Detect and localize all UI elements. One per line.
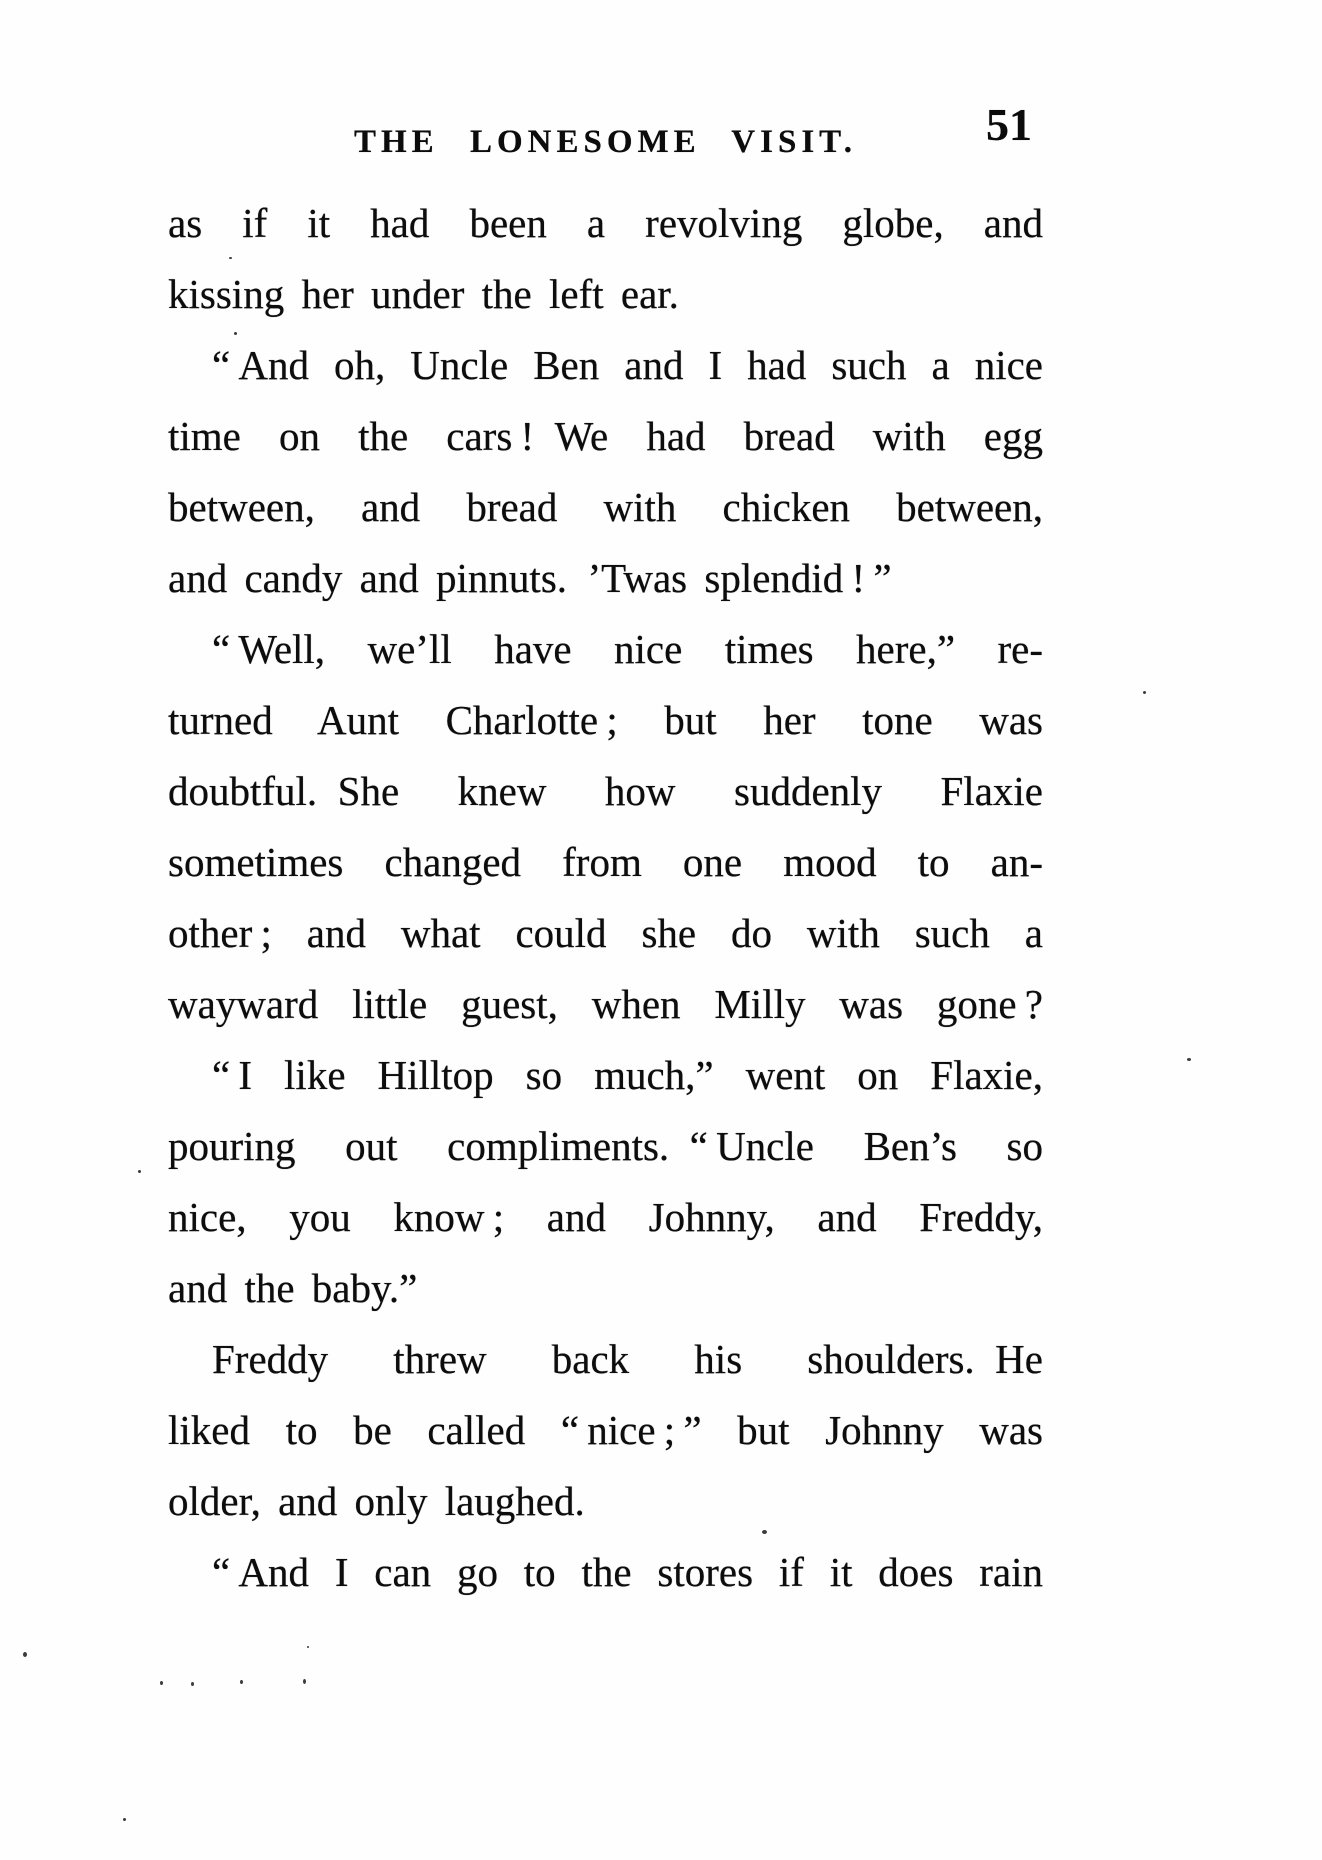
text-line: liked to be called “ nice ; ” but Johnny was bbox=[168, 1407, 1043, 1453]
text-line: Freddy threw back his shoulders. He bbox=[212, 1336, 1043, 1382]
scan-speck bbox=[303, 1679, 306, 1684]
text-line: “ And I can go to the stores if it does rain bbox=[212, 1549, 1043, 1595]
text-line: time on the cars ! We had bread with egg bbox=[168, 413, 1043, 459]
scan-speck bbox=[138, 1170, 141, 1173]
text-line: “ Well, we’ll have nice times here,” re- bbox=[212, 626, 1043, 672]
text-line: wayward little guest, when Milly was gone ? bbox=[168, 981, 1043, 1027]
text-line: nice, you know ; and Johnny, and Freddy, bbox=[168, 1194, 1043, 1240]
chapter-running-title: THE LONESOME VISIT. bbox=[354, 124, 857, 160]
scan-speck bbox=[1187, 1058, 1191, 1061]
text-line: “ And oh, Uncle Ben and I had such a nice bbox=[212, 342, 1043, 388]
text-line: between, and bread with chicken between, bbox=[168, 484, 1043, 530]
text-line: kissing her under the left ear. bbox=[168, 271, 679, 317]
text-line: turned Aunt Charlotte ; but her tone was bbox=[168, 697, 1043, 743]
text-line: sometimes changed from one mood to an- bbox=[168, 839, 1043, 885]
text-line: older, and only laughed. bbox=[168, 1478, 585, 1524]
scan-speck bbox=[1143, 691, 1146, 694]
text-line: and candy and pinnuts. ’Twas splendid ! ” bbox=[168, 555, 892, 601]
text-line: as if it had been a revolving globe, and bbox=[168, 200, 1043, 246]
text-line: pouring out compliments. “ Uncle Ben’s so bbox=[168, 1123, 1043, 1169]
scan-speck bbox=[240, 1680, 243, 1684]
text-line: doubtful. She knew how suddenly Flaxie bbox=[168, 768, 1043, 814]
scan-speck bbox=[229, 257, 232, 259]
scan-speck bbox=[160, 1681, 163, 1685]
text-line: other ; and what could she do with such a bbox=[168, 910, 1043, 956]
page-number: 51 bbox=[986, 99, 1032, 150]
scan-speck bbox=[123, 1818, 126, 1821]
page-body bbox=[168, 188, 1043, 1608]
scan-speck bbox=[307, 1646, 309, 1648]
scan-speck bbox=[234, 332, 237, 335]
scan-speck bbox=[23, 1652, 27, 1657]
text-line: and the baby.” bbox=[168, 1265, 418, 1311]
scan-speck bbox=[762, 1530, 767, 1534]
scan-speck bbox=[191, 1682, 194, 1686]
text-line: “ I like Hilltop so much,” went on Flaxie, bbox=[212, 1052, 1043, 1098]
